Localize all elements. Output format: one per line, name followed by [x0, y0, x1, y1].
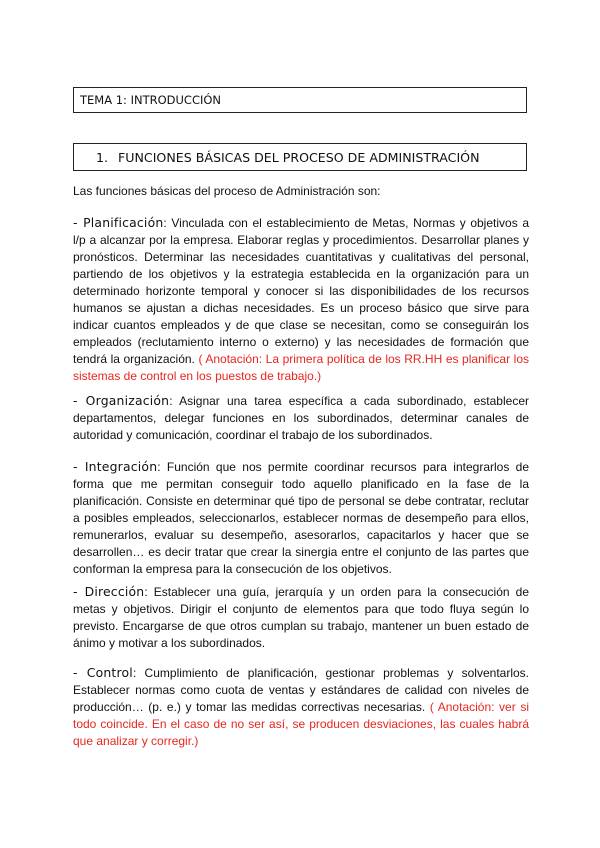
topic-title: TEMA 1: INTRODUCCIÓN [80, 93, 222, 107]
function-description: : Establecer una guía, jerarquía y un orden para la consecución de metas y objetivos. Dirigir el conjunto de elementos para que todo fluya según lo previsto. Encargarse de que otros cumplan su trabajo, mantener un buen estado de ánimo y motivar a los subordinados. [73, 585, 529, 650]
function-term: - Planificación [73, 215, 164, 230]
paragraph-direccion [73, 583, 529, 652]
intro-text: Las funciones básicas del proceso de Administración son: [73, 184, 381, 198]
annotation-note: ( Anotación: La primera política de los RR.HH es planificar los sistemas de control en los puestos de trabajo.) [73, 352, 529, 383]
function-description: : Vinculada con el establecimiento de Metas, Normas y objetivos a l/p a alcanzar por la empresa. Elaborar reglas y procedimientos. Desarrollar planes y pronósticos. Determinar las necesidades cuantitativas y cualitativas del personal, partiendo de los objetivos y la estrategia establecida en la organización para un determinado horizonte temporal y conocer si las disponibilidades de los recursos humanos se ajustan a dichas necesidades. Es un proceso básico que sirve para indicar cuantos empleados y de que clase se necesitan, como se conseguirán los empleados (reclutamiento interno o externo) y las necesidades de formación que tendrá la organización. [73, 216, 529, 366]
function-description: : Cumplimiento de planificación, gestionar problemas y solventarlos. Establecer normas como cuota de ventas y estándares de calidad con niveles de producción… (p. e.) y tomar las medidas correctivas necesarias. [73, 666, 529, 714]
function-term: - Organización [73, 393, 170, 408]
function-term: - Integración [73, 459, 158, 474]
paragraph-control [73, 664, 529, 750]
annotation-note: ( Anotación: ver si todo coincide. En el caso de no ser así, se producen desviaciones, las cuales habrá que analizar y corregir.) [73, 700, 529, 748]
topic-title-box [73, 87, 527, 113]
paragraph-organizacion [73, 392, 529, 444]
section-number: 1. [96, 149, 109, 165]
paragraph-integracion [73, 458, 529, 578]
paragraph-planificacion [73, 214, 529, 385]
function-description: : Asignar una tarea específica a cada subordinado, establecer departamentos, delegar funciones en los subordinados, determinar canales de autoridad y comunicación, coordinar el trabajo de los subordinados. [73, 394, 529, 442]
function-term: - Dirección [73, 584, 145, 599]
section-heading-box [73, 143, 527, 171]
function-term: - Control [73, 665, 133, 680]
section-title: FUNCIONES BÁSICAS DEL PROCESO DE ADMINISTRACIÓN [118, 149, 480, 165]
function-description: : Función que nos permite coordinar recursos para integrarlos de forma que me permitan conseguir todo aquello planificado en la fase de la planificación. Consiste en determinar qué tipo de personal se debe contratar, reclutar a posibles empleados, seleccionarlos, establecer normas de desempeño para ellos, remunerarlos, evaluar su desempeño, asesorarlos, capacitarlos y hacer que se desarrollen… es decir tratar que crear la sinergia entre el conjunto de las partes que conforman la empresa para la consecución de los objetivos. [73, 460, 529, 576]
